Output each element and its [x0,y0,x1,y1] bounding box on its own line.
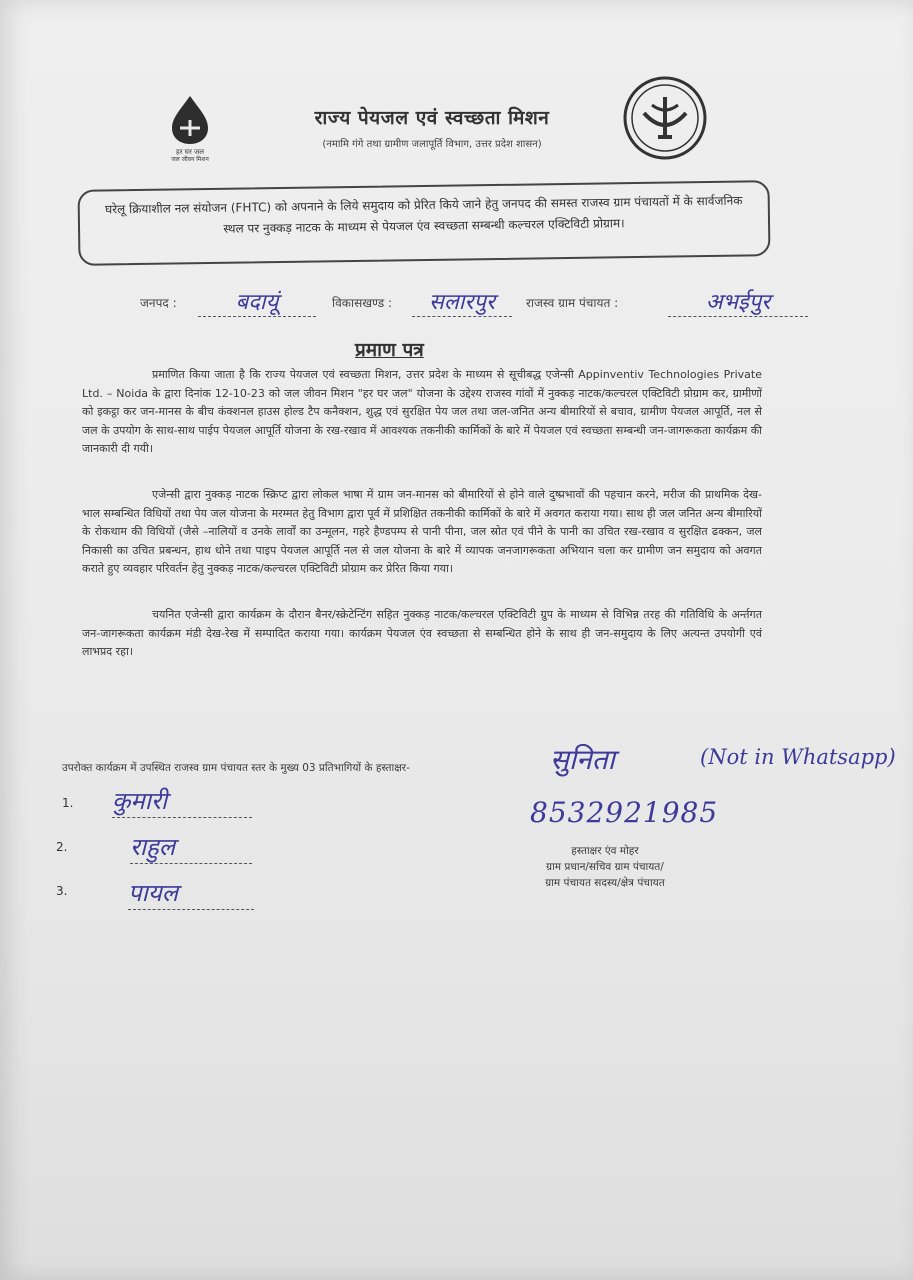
block-label: विकासखण्ड : [332,296,393,310]
caption-line-3: ग्राम पंचायत सदस्य/क्षेत्र पंचायत [545,877,665,889]
mission-subtitle: (नमामि गंगे तथा ग्रामीण जलापूर्ति विभाग, उत्तर प्रदेश शासन) [322,139,542,150]
certificate-title: प्रमाण पत्र [355,339,424,361]
mission-title: राज्य पेयजल एवं स्वच्छता मिशन [314,107,550,129]
participant-3-number: 3. [56,884,68,898]
up-government-emblem [622,75,708,161]
pradhan-signature: सुनिता [550,743,615,776]
caption-line-1: हस्ताक्षर एंव मोहर [571,845,639,857]
signature-caption [505,843,705,891]
svg-text:जल जीवन मिशन: जल जीवन मिशन [171,156,209,162]
pradhan-phone: 8532921985 [530,796,719,829]
har-ghar-jal-logo [150,92,230,162]
participant-2-signature: राहुल [130,830,252,864]
participant-2-number: 2. [56,840,68,854]
district-value: बदायूं [198,286,316,317]
participant-1-number: 1. [62,796,74,810]
block-value: सलारपुर [412,286,512,317]
district-label: जनपद : [140,296,177,310]
program-banner: घरेलू क्रियाशील नल संयोजन (FHTC) को अपनाने के लिये समुदाय को प्रेरित किये जाने हेतु जनपद की समस्त राजस्व ग्राम पंचायतों में के सार्वजनिक स्थल पर नुक्कड़ नाटक के माध्यम से पेयजल एंव स्वच्छता सम्बन्धी कल्चरल एक्टिविटी प्रोग्राम। [78,180,771,266]
participant-1-signature: कुमारी [112,784,252,818]
village-label: राजस्व ग्राम पंचायत : [526,296,619,310]
pradhan-note: (Not in Whatsapp) [700,745,896,769]
certificate-paragraph-3: चयनित एजेन्सी द्वारा कार्यक्रम के दौरान बैनर/स्क्रेटेन्टिंग सहित नुक्कड़ नाटक/कल्चरल एक्टिविटी ग्रुप के माध्यम से विभिन्न तरह की गतिविधि के अर्न्तगत जन-जागरूकता कार्यक्रम मंडी देख-रेख में सम्पादित कराया गया। कार्यक्रम पेयजल एंव स्वच्छता से सम्बन्धित होने के साथ ही जन-समुदाय के लिए अत्यन्त उपयोगी एवं लाभप्रद रहा। [82,608,762,658]
participant-3-signature: पायल [128,876,254,910]
svg-text:हर घर जल: हर घर जल [176,148,204,156]
participants-note: उपरोक्त कार्यक्रम में उपस्थित राजस्व ग्राम पंचायत स्तर के मुख्य 03 प्रतिभागियों के हस्ताक्षर- [62,762,410,774]
caption-line-2: ग्राम प्रधान/सचिव ग्राम पंचायत/ [546,861,664,873]
village-value: अभईपुर [668,286,808,317]
certificate-paragraph-2: एजेन्सी द्वारा नुक्कड़ नाटक स्क्रिप्ट द्वारा लोकल भाषा में ग्राम जन-मानस को बीमारियों से होने वाले दुष्प्रभावों की पहचान करने, मरीज की प्राथमिक देख-भाल सम्बन्धित विधियों तथा पेय जल योजना के मरम्मत हेतु विभाग द्वारा पूर्व में प्रशिक्षित तकनीकी कार्मिकों के बारे में अवगत कराया गया। साथ ही जल जनित अन्य बीमारियों के रोकथाम की विधियों (जैसे –नालियों व उनके लार्वों का उन्मूलन, गहरे हैण्डपम्प से पानी पीना, जल स्रोत एवं पीने के पानी का उचित रख-रखाव व सुरक्षित ढक्कन, जल निकासी का उचित प्रबन्धन, हाथ धोने तथा पाइप पेयजल आपूर्ति नल से जल योजना के बारे में व्यापक जनजागरूकता अभियान चला कर ग्रामीण जन समुदाय को अवगत कराते हुए व्यवहार परिवर्तन हेतु नुक्कड़ नाटक/कल्चरल एक्टिविटी प्रोग्राम कर प्रेरित किया गया। [82,488,762,575]
certificate-paragraph-1: प्रमाणित किया जाता है कि राज्य पेयजल एवं स्वच्छता मिशन, उत्तर प्रदेश के माध्यम से सूचीबद्ध एजेन्सी Appinventiv Technologies Private Ltd. – Noida के द्वारा दिनांक 12-10-23 को जल जीवन मिशन "हर घर जल" योजना के उद्देश्य राजस्व गांवों में नुक्कड़ नाटक/कल्चरल एक्टिविटी प्रोग्राम कर, ग्रामीणों को इकट्ठा कर जन-मानस के बीच कंक्शनल हाउस होल्ड टैप कनैक्शन, शुद्ध एवं सुरक्षित पेय जल तथा जल-जनित अन्य बीमारियों से बचाव, ग्रामीण पेयजल आपूर्ति, नल से जल के उपयोग के साथ-साथ पाईप पेयजल आपूर्ति योजना के रख-रखाव में आवश्यक तकनीकी कार्मिकों के बारे में पेयजल एवं स्वच्छता सम्बन्धी जन-जागरूकता कार्यक्रम की जानकारी दी गयी। [82,368,762,455]
